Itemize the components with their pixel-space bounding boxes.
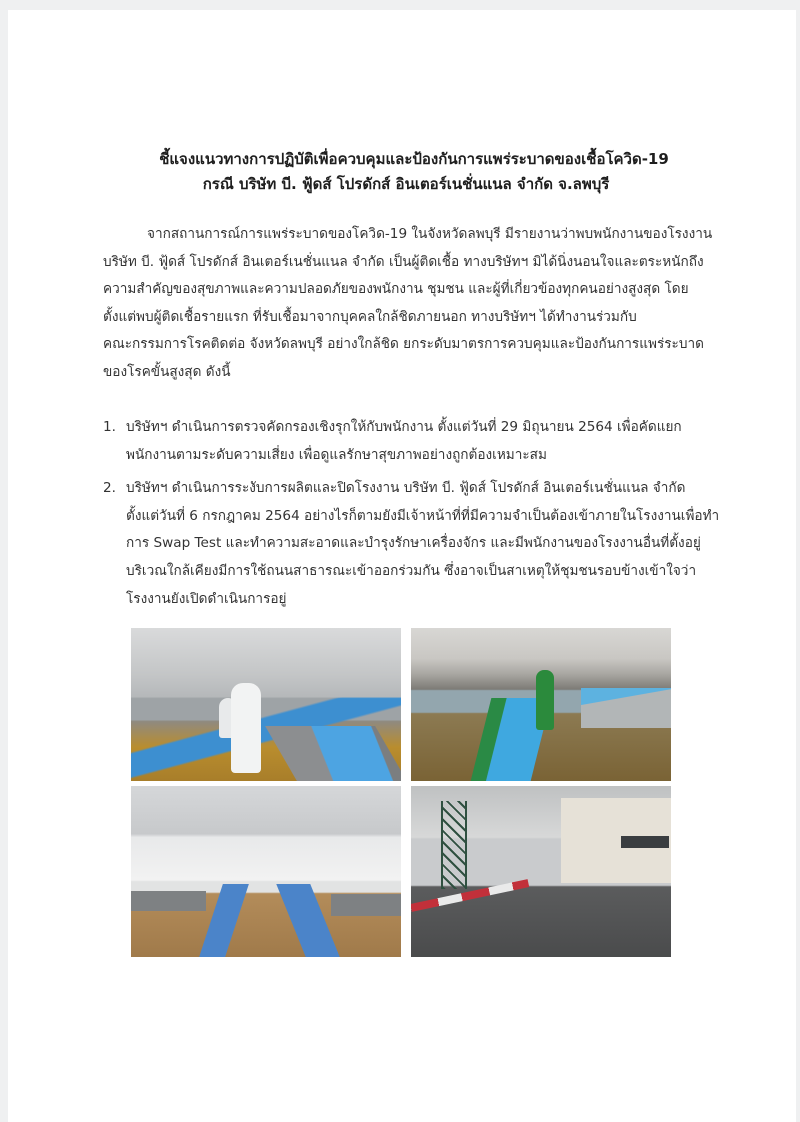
- list-item-number: 2.: [103, 480, 116, 497]
- title-line-2: กรณี บริษัท บี. ฟู้ดส์ โปรดักส์ อินเตอร์เนชั่นแนล จำกัด จ.ลพบุรี: [202, 175, 610, 193]
- intro-line: บริษัท บี. ฟู้ดส์ โปรดักส์ อินเตอร์เนชั่นแนล จำกัด เป็นผู้ติดเชื้อ ทางบริษัทฯ มิได้นิ่งนอนใจและตระหนักถึง: [103, 253, 704, 270]
- list-item-line: บริเวณใกล้เคียงมีการใช้ถนนสาธารณะเข้าออกร่วมกัน ซึ่งอาจเป็นสาเหตุให้ชุมชนรอบข้างเข้าใจว่า: [126, 562, 697, 579]
- conveyor-bench: [581, 688, 671, 728]
- intro-line: จากสถานการณ์การแพร่ระบาดของโควิด-19 ในจังหวัดลพบุรี มีรายงานว่าพบพนักงานของโรงงาน: [147, 226, 713, 242]
- worker-figure: [231, 683, 261, 773]
- list-item: [103, 475, 718, 613]
- document-title: [0, 147, 800, 197]
- list-item: [103, 414, 718, 469]
- measures-list: [103, 414, 718, 619]
- list-item-number: 1.: [103, 419, 116, 435]
- worker-figure: [536, 670, 554, 730]
- conveyor-belt: [265, 726, 401, 781]
- work-table: [131, 891, 206, 911]
- photo-conveyor-cleaning: [411, 628, 671, 781]
- photo-empty-production-hall: [131, 786, 401, 957]
- list-item-line: พนักงานตามระดับความเสี่ยง เพื่อดูแลรักษาสุขภาพอย่างถูกต้องเหมาะสม: [126, 446, 547, 463]
- list-item-line: บริษัทฯ ดำเนินการตรวจคัดกรองเชิงรุกให้กับพนักงาน ตั้งแต่วันที่ 29 มิถุนายน 2564 เพื่อคัดแยก: [126, 419, 682, 435]
- factory-building: [561, 798, 671, 883]
- intro-line: ของโรคขั้นสูงสุด ดังนี้: [103, 363, 231, 380]
- list-item-line: ตั้งแต่วันที่ 6 กรกฎาคม 2564 อย่างไรก็ตามยังมีเจ้าหน้าที่ที่มีความจำเป็นต้องเข้าภายในโรงงานเพื่อทำ: [126, 507, 720, 524]
- list-item-line: การ Swap Test และทำความสะอาดและบำรุงรักษาเครื่องจักร และมีพนักงานของโรงงานอื่นที่ตั้งอยู่: [126, 535, 701, 552]
- conveyor-belt: [199, 884, 249, 957]
- list-item-line: บริษัทฯ ดำเนินการระงับการผลิตและปิดโรงงาน บริษัท บี. ฟู้ดส์ โปรดักส์ อินเตอร์เนชั่นแนล จำกัด: [126, 480, 686, 497]
- title-line-1: ชี้แจงแนวทางการปฏิบัติเพื่อควบคุมและป้องกันการแพร่ระบาดของเชื้อโควิด-19: [159, 150, 669, 168]
- intro-line: ตั้งแต่พบผู้ติดเชื้อรายแรก ที่รับเชื้อมาจากบุคคลใกล้ชิดภายนอก ทางบริษัทฯ ได้ทำงานร่วมกับ: [103, 308, 637, 325]
- intro-line: คณะกรรมการโรคติดต่อ จังหวัดลพบุรี อย่างใกล้ชิด ยกระดับมาตรการควบคุมและป้องกันการแพร่ระบาด: [103, 336, 704, 353]
- photo-factory-entrance: [411, 786, 671, 957]
- work-table: [331, 894, 401, 916]
- intro-line: ความสำคัญของสุขภาพและความปลอดภัยของพนักงาน ชุมชน และผู้ที่เกี่ยวข้องทุกคนอย่างสูงสุด โดย: [103, 281, 689, 298]
- steel-tower: [441, 801, 467, 889]
- list-item-line: โรงงานยังเปิดดำเนินการอยู่: [126, 590, 287, 607]
- intro-paragraph: [103, 221, 713, 387]
- photo-factory-disinfection-workers: [131, 628, 401, 781]
- building-windows: [621, 836, 669, 848]
- red-white-curb: [411, 879, 529, 912]
